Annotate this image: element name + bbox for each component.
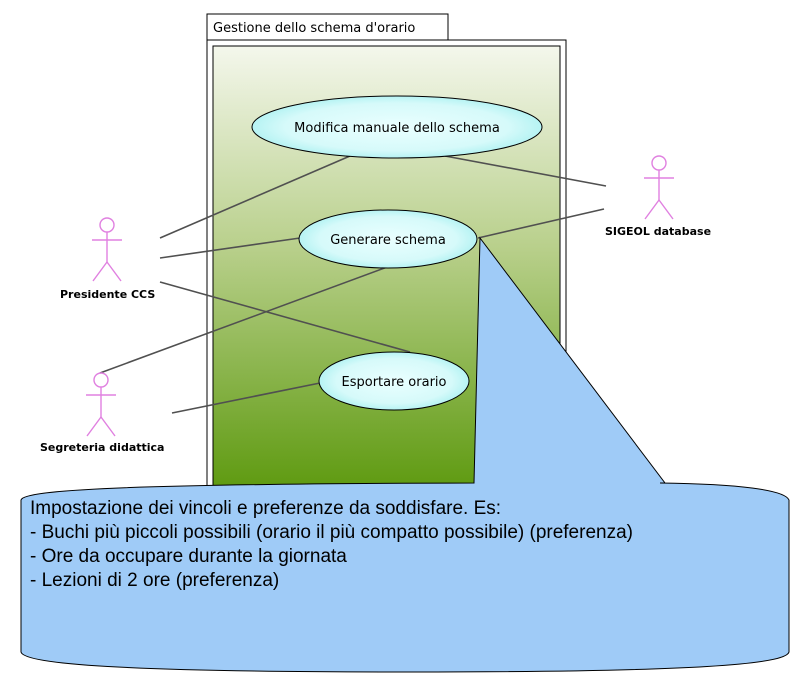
system-title: Gestione dello schema d'orario (213, 21, 416, 36)
use-case-esportare-label: Esportare orario (341, 375, 447, 390)
actor-segreteria[interactable] (86, 373, 116, 436)
actor-presidente-label: Presidente CCS (60, 288, 156, 301)
callout-line: - Lezioni di 2 ore (preferenza) (30, 570, 280, 591)
use-case-modifica[interactable] (252, 96, 542, 158)
actor-segreteria-head (94, 373, 108, 387)
actor-sigeol-label: SIGEOL database (605, 225, 712, 238)
callout-line: - Ore da occupare durante la giornata (30, 546, 347, 567)
use-case-generare-label: Generare schema (330, 233, 446, 248)
actor-presidente-head (100, 218, 114, 232)
actor-sigeol-head (652, 156, 666, 170)
actor-presidente[interactable] (92, 218, 122, 281)
callout-line: - Buchi più piccoli possibili (orario il più compatto possibile) (preferenza) (30, 522, 633, 543)
callout-text (30, 497, 790, 593)
use-case-modifica-label: Modifica manuale dello schema (294, 121, 500, 136)
actor-segreteria-label: Segreteria didattica (40, 441, 165, 454)
callout-line: Impostazione dei vincoli e preferenze da soddisfare. Es: (30, 498, 502, 519)
use-case-generare[interactable] (299, 210, 477, 268)
use-case-esportare[interactable] (319, 352, 469, 410)
actor-sigeol[interactable] (644, 156, 674, 219)
